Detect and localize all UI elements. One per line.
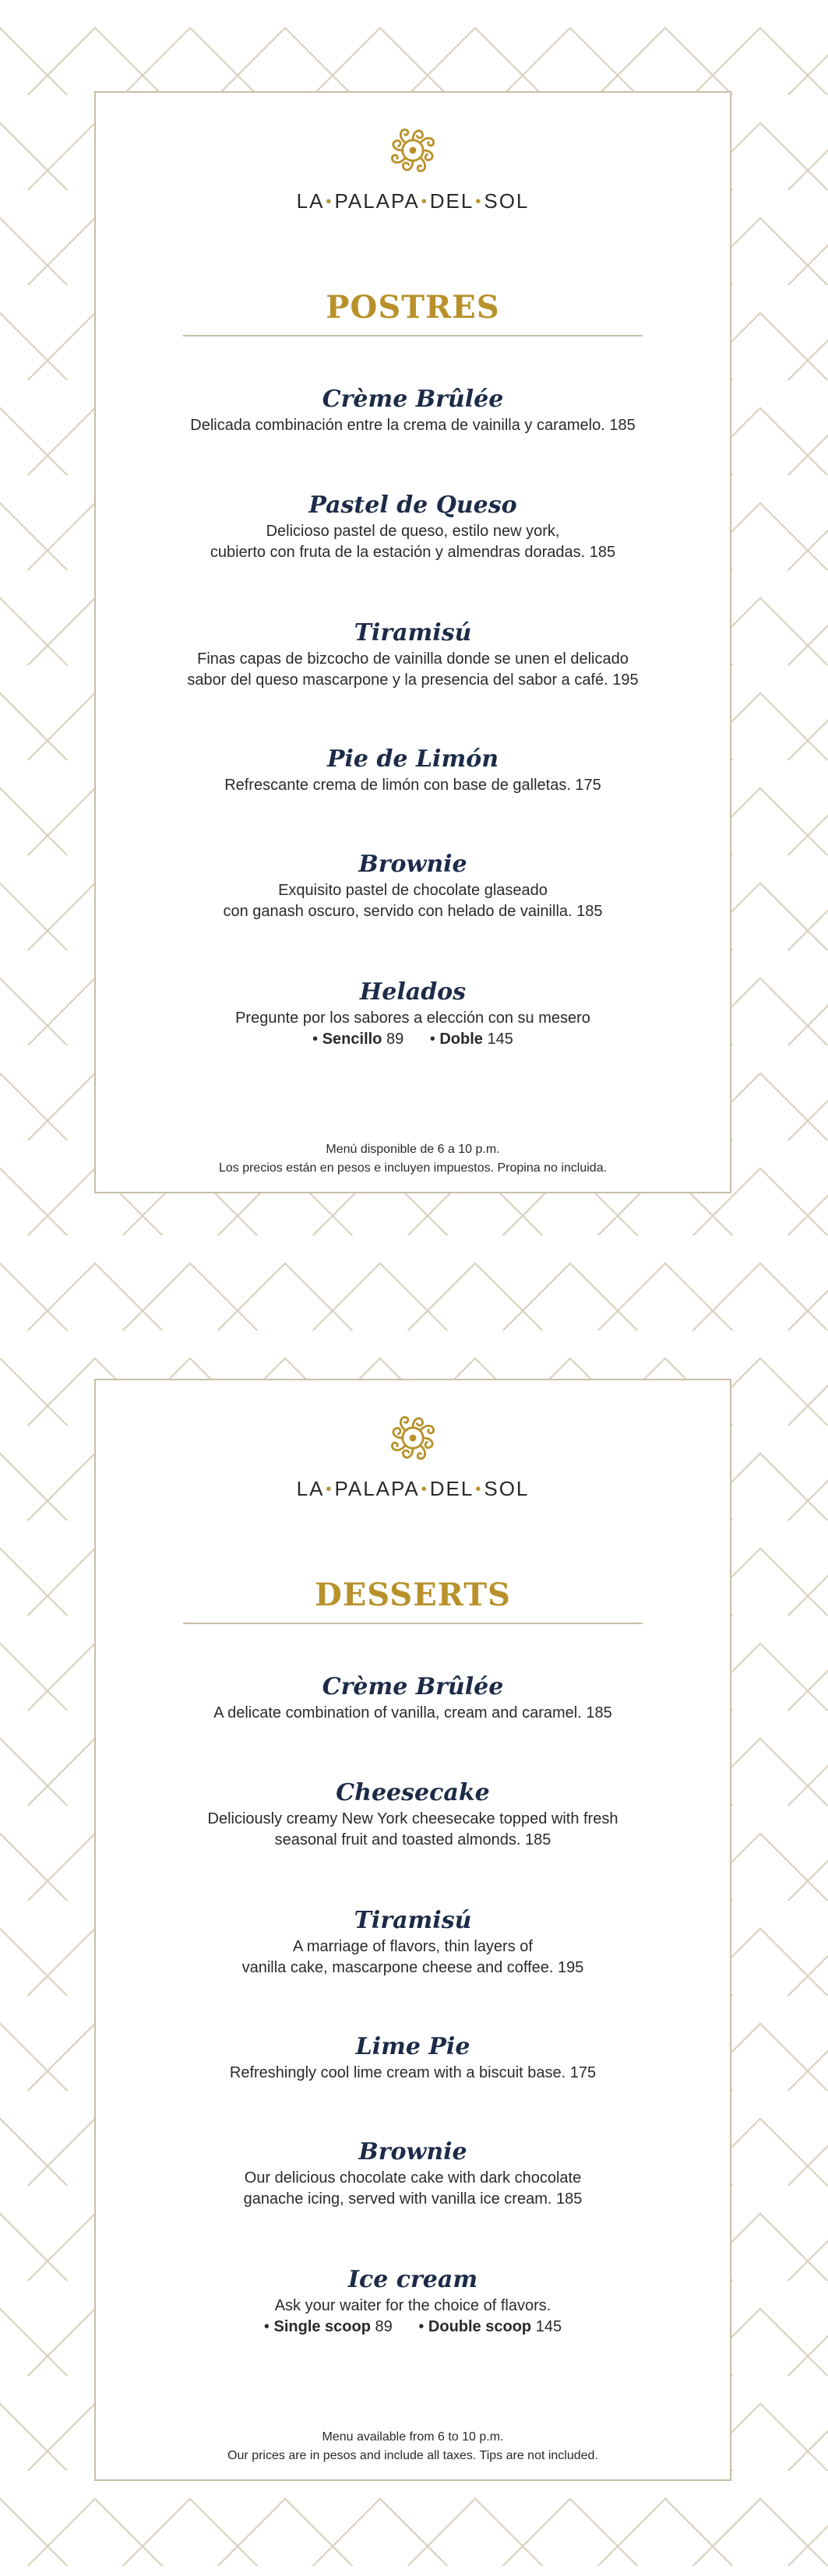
brand-part: DEL xyxy=(429,189,474,213)
item-name: Pie de Limón xyxy=(326,745,499,773)
description-line: Pregunte por los sabores a elección con su mesero xyxy=(235,1010,590,1027)
menu-item xyxy=(127,2033,699,2084)
item-name: Tiramisú xyxy=(354,1907,472,1934)
description-line: Refreshingly cool lime cream with a biscuit base. 175 xyxy=(229,2064,597,2081)
bullet: • xyxy=(418,2318,425,2335)
item-description xyxy=(127,2168,699,2210)
menu-item xyxy=(127,386,699,436)
divider xyxy=(183,335,643,337)
logo xyxy=(96,116,730,213)
size-option xyxy=(419,1031,524,1048)
sun-swirl-icon xyxy=(379,116,447,185)
bullet: • xyxy=(312,1031,319,1048)
item-name: Cheesecake xyxy=(336,1779,490,1806)
menu-footer xyxy=(96,2428,730,2465)
section-title: POSTRES xyxy=(326,289,500,326)
description-line: ganache icing, served with vanilla ice cream. 185 xyxy=(243,2190,583,2208)
size-price: 145 xyxy=(487,1031,513,1048)
description-line: A delicate combination of vanilla, cream and caramel. 185 xyxy=(213,1704,612,1721)
size-option xyxy=(301,1031,414,1048)
description-line: con ganash oscuro, servido con helado de vainilla. 185 xyxy=(223,903,603,920)
item-name: Tiramisú xyxy=(354,619,472,647)
brand-part: LA xyxy=(296,1477,325,1500)
menu-card-en xyxy=(94,1379,731,2481)
item-description xyxy=(127,880,699,922)
brand-part: PALAPA xyxy=(334,1477,420,1500)
bullet: • xyxy=(429,1031,435,1048)
item-description xyxy=(127,521,699,563)
menu-card-es xyxy=(94,91,731,1193)
item-description xyxy=(127,1703,699,1724)
size-price: 145 xyxy=(535,2318,562,2335)
brand-separator: • xyxy=(421,1481,428,1498)
footer-line: Menú disponible de 6 a 10 p.m. xyxy=(326,1143,500,1156)
size-price: 89 xyxy=(375,2318,393,2335)
divider xyxy=(183,1623,643,1624)
brand-part: PALAPA xyxy=(334,189,420,213)
size-label: Sencillo xyxy=(322,1031,382,1048)
size-label: Double scoop xyxy=(428,2318,532,2335)
footer-line: Our prices are in pesos and include all taxes. Tips are not included. xyxy=(227,2449,598,2462)
description-line: cubierto con fruta de la estación y almendras doradas. 185 xyxy=(210,544,616,561)
brand-separator: • xyxy=(475,193,483,210)
description-line: Exquisito pastel de chocolate glaseado xyxy=(278,882,548,899)
description-line: Refrescante crema de limón con base de galletas. 175 xyxy=(224,777,601,794)
size-label: Doble xyxy=(439,1031,483,1048)
size-option xyxy=(253,2318,403,2335)
brand-part: LA xyxy=(296,189,325,213)
item-description xyxy=(127,2063,699,2084)
menu-item xyxy=(127,492,699,563)
menu-item xyxy=(127,851,699,922)
item-description xyxy=(127,1936,699,1979)
item-name: Brownie xyxy=(358,851,467,878)
item-description xyxy=(127,415,699,436)
item-description xyxy=(127,775,699,796)
description-line: seasonal fruit and toasted almonds. 185 xyxy=(274,1831,551,1848)
brand-name xyxy=(96,1477,730,1501)
menu-item xyxy=(127,745,699,796)
description-line: Delicioso pastel de queso, estilo new york, xyxy=(266,523,560,540)
item-name: Pastel de Queso xyxy=(308,492,517,519)
menu-item xyxy=(127,2266,699,2338)
item-name: Ice cream xyxy=(347,2266,478,2293)
section-title: DESSERTS xyxy=(315,1577,511,1613)
brand-name xyxy=(96,189,730,213)
brand-separator: • xyxy=(326,1481,333,1498)
brand-separator: • xyxy=(421,193,428,210)
brand-part: SOL xyxy=(484,1477,530,1500)
item-name: Brownie xyxy=(358,2138,467,2165)
description-line: Deliciously creamy New York cheesecake topped with fresh xyxy=(207,1810,618,1827)
footer-line: Menu available from 6 to 10 p.m. xyxy=(322,2430,504,2444)
menu-item xyxy=(127,1779,699,1851)
item-description xyxy=(127,1809,699,1851)
description-line: sabor del queso mascarpone y la presencia del sabor a café. 195 xyxy=(187,671,639,689)
menu-item xyxy=(127,978,699,1050)
size-options xyxy=(127,2317,699,2338)
item-description xyxy=(127,649,699,691)
item-description xyxy=(127,1008,699,1029)
bullet: • xyxy=(263,2318,270,2335)
size-option xyxy=(407,2318,573,2335)
size-price: 89 xyxy=(386,1031,404,1048)
logo xyxy=(96,1404,730,1501)
item-name: Lime Pie xyxy=(355,2033,470,2060)
description-line: A marriage of flavors, thin layers of xyxy=(293,1938,533,1955)
menu-item xyxy=(127,2138,699,2210)
size-options xyxy=(127,1029,699,1050)
menu-footer xyxy=(96,1140,730,1178)
menu-item xyxy=(127,1673,699,1724)
brand-separator: • xyxy=(326,193,333,210)
description-line: vanilla cake, mascarpone cheese and coffee. 195 xyxy=(241,1959,584,1976)
size-label: Single scoop xyxy=(273,2318,371,2335)
sun-swirl-icon xyxy=(379,1404,447,1472)
item-name: Crème Brûlée xyxy=(322,386,504,413)
item-name: Helados xyxy=(359,978,467,1006)
item-name: Crème Brûlée xyxy=(322,1673,504,1700)
footer-line: Los precios están en pesos e incluyen impuestos. Propina no incluida. xyxy=(218,1161,608,1175)
item-description xyxy=(127,2296,699,2317)
description-line: Finas capas de bizcocho de vainilla donde se unen el delicado xyxy=(197,650,629,668)
brand-part: DEL xyxy=(429,1477,474,1500)
description-line: Our delicious chocolate cake with dark chocolate xyxy=(244,2169,582,2187)
menu-item xyxy=(127,619,699,691)
description-line: Ask your waiter for the choice of flavors. xyxy=(274,2297,551,2314)
menu-item xyxy=(127,1907,699,1979)
description-line: Delicada combinación entre la crema de vainilla y caramelo. 185 xyxy=(190,417,636,434)
brand-part: SOL xyxy=(484,189,530,213)
brand-separator: • xyxy=(475,1481,483,1498)
